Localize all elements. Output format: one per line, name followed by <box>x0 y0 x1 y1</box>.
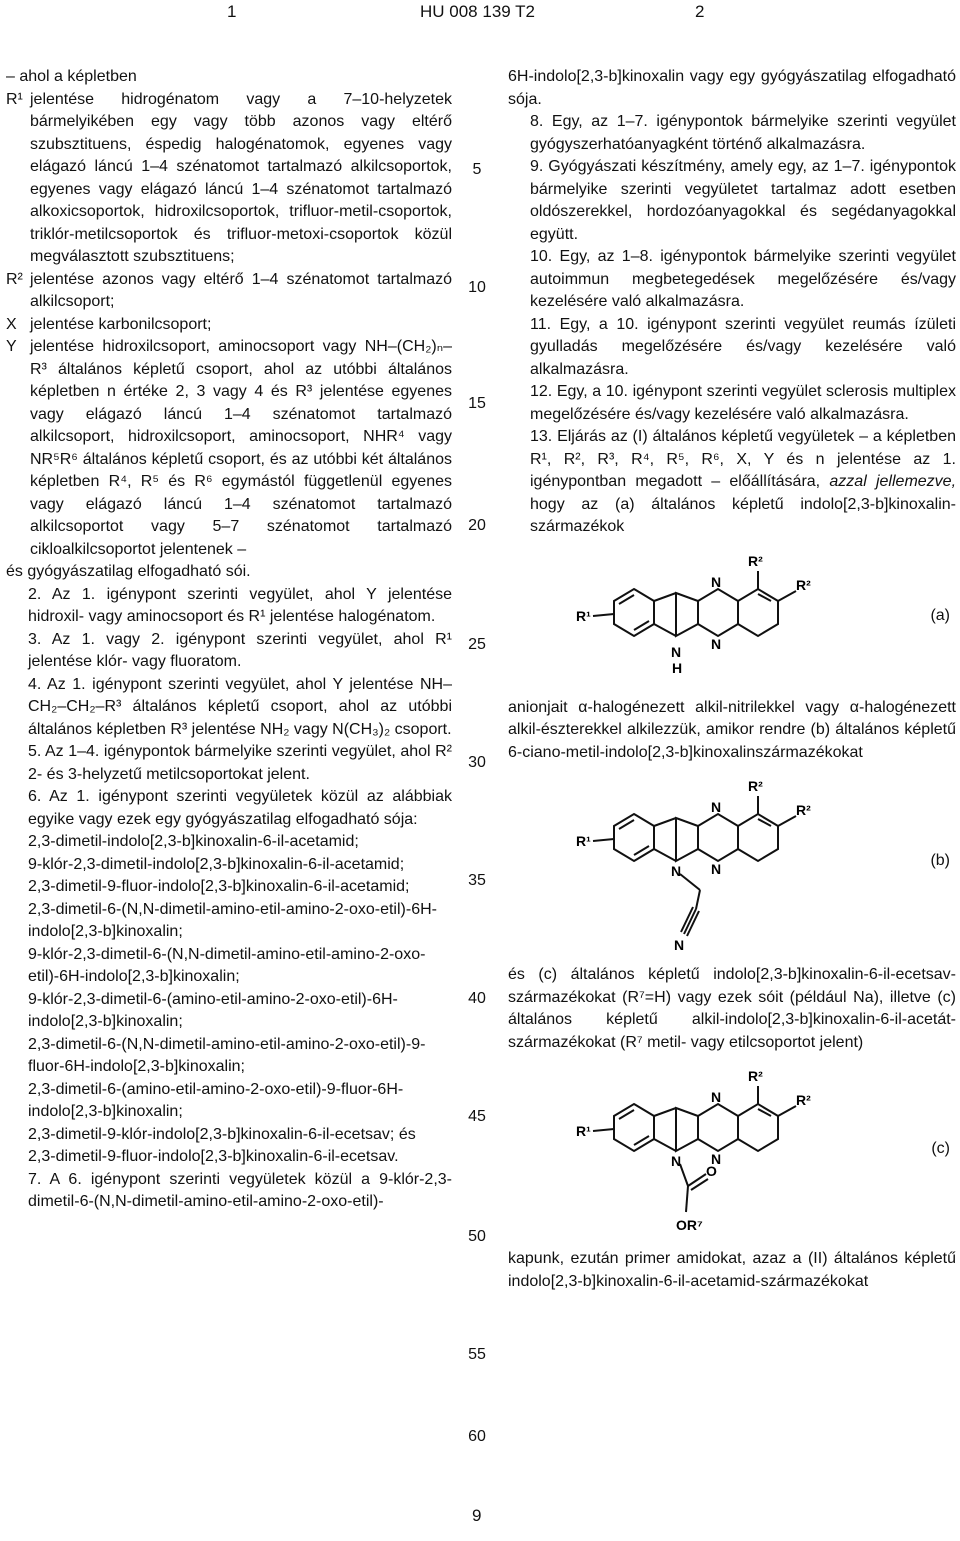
structure-b-label: (b) <box>930 852 950 869</box>
compound-item: 2,3-dimetil-indolo[2,3-b]kinoxalin-6-il-acetamid; <box>28 833 359 850</box>
definition-x <box>6 314 452 337</box>
compound-item: 2,3-dimetil-9-fluor-indolo[2,3-b]kinoxalin-6-il-acetamid; <box>28 878 410 895</box>
compound-item: 2,3-dimetil-6-(N,N-dimetil-amino-etil-amino-2-oxo-etil)-9-fluor-6H-indolo[2,3-b]kinoxalin; <box>28 1035 426 1075</box>
structure-c <box>508 1054 956 1248</box>
line-number: 20 <box>468 517 486 534</box>
substituent-r2: R² <box>796 576 811 593</box>
structure-c-label: (c) <box>931 1140 950 1157</box>
header-right-page-number: 2 <box>695 2 705 21</box>
left-column <box>6 66 452 1214</box>
atom-h: H <box>672 659 683 676</box>
line-number: 55 <box>468 1346 486 1363</box>
term-text: jelentése hidrogénatom vagy a 7–10-helyzetek bármelyikében egy vagy több azonos vagy eltérő szubsztituens, éspedig halogénatomok, egyenes vagy elágazó láncú 1–4 szénatomot tartalmazó alkilcsoportok, egyenes vagy elágazó láncú 1–4 szénatomot tartalmazó alkoxicsoportok, hidroxilcsoportok, trifluor-metil-csoportok, triklór-metilcsoportok és trifluor-metoxi-csoportok közül megválasztott szubsztituens; <box>30 90 452 265</box>
atom-n: N <box>711 1089 722 1105</box>
claim-3: 3. Az 1. vagy 2. igénypont szerinti vegyület, ahol R¹ jelentése klór- vagy fluoratom. <box>28 630 452 670</box>
compound-item: 2,3-dimetil-6-(N,N-dimetil-amino-etil-amino-2-oxo-etil)-6H-indolo[2,3-b]kinoxalin; <box>28 900 437 940</box>
line-number: 25 <box>468 636 486 653</box>
atom-n: N <box>671 643 682 660</box>
atom-n: N <box>711 799 722 815</box>
claim-7: 7. A 6. igénypont szerinti vegyületek közül a 9-klór-2,3-dimetil-6-(N,N-dimetil-amino-etil-amino-2-oxo-etil)- <box>28 1170 452 1210</box>
compound-item: 9-klór-2,3-dimetil-indolo[2,3-b]kinoxalin-6-il-acetamid; <box>28 855 405 873</box>
substituent-r2: R² <box>748 778 763 794</box>
atom-n: N <box>674 937 685 953</box>
compound-item: 9-klór-2,3-dimetil-6-(amino-etil-amino-2-oxo-etil)-6H-indolo[2,3-b]kinoxalin; <box>28 990 398 1030</box>
header-title: HU 008 139 T2 <box>420 2 535 21</box>
substituent-r2: R² <box>748 552 763 569</box>
term-key: Y <box>6 338 17 355</box>
claim-13-lead: 13. Eljárás az (I) általános képletű vegyületek – a képletben R¹, R², R³, R⁴, R⁵, R⁶, X, Y és n jelentése az 1. igénypontban megadott – előállítására, <box>530 428 956 490</box>
claim-11: 11. Egy, a 10. igénypont szerinti vegyület reumás ízületi gyulladás megelőzésére és/vagy kezelésére való alkalmazásra. <box>530 315 956 378</box>
substituent-or7: OR⁷ <box>676 1217 703 1233</box>
substituent-r2: R² <box>748 1068 763 1084</box>
claim-6: 6. Az 1. igénypont szerinti vegyületek közül az alábbiak egyike vagy ezek egy gyógyászatilag elfogadható sója: <box>28 788 452 828</box>
claim-8: 8. Egy, az 1–7. igénypontok bármelyike szerinti vegyület gyógyszerhatóanyagként történő alkalmazásra. <box>530 113 956 153</box>
salts-line: és gyógyászatilag elfogadható sói. <box>6 563 251 580</box>
line-number: 30 <box>468 754 486 771</box>
atom-n: N <box>711 573 722 590</box>
claim-13-emphasis: azzal jellemezve, <box>829 473 957 490</box>
line-number: 50 <box>468 1228 486 1245</box>
term-key: X <box>6 315 17 333</box>
header-left-page-number: 1 <box>227 2 237 21</box>
claim-5: 5. Az 1–4. igénypontok bármelyike szerinti vegyület, ahol R² 2- és 3-helyzetű metilcsoportokat jelent. <box>28 743 452 783</box>
term-text: jelentése azonos vagy eltérő 1–4 szénatomot tartalmazó alkilcsoport; <box>30 270 452 310</box>
atom-o: O <box>706 1163 717 1179</box>
claim-7-continuation: 6H-indolo[2,3-b]kinoxalin vagy egy gyógyászatilag elfogadható sója. <box>508 68 956 108</box>
substituent-r1: R¹ <box>576 607 591 624</box>
paragraph-after-b: és (c) általános képletű indolo[2,3-b]kinoxalin-6-il-ecetsav-származékokat (R⁷=H) vagy ezek sóit (például Na), illetve (c) általános képletű alkil-indolo[2,3-b]kinoxalin-6-il-acetát-származékokat (R⁷ metil- vagy etilcsoportot jelent) <box>508 966 956 1051</box>
compound-item: 2,3-dimetil-6-(amino-etil-amino-2-oxo-etil)-9-fluor-6H-indolo[2,3-b]kinoxalin; <box>28 1080 404 1120</box>
line-number: 15 <box>468 395 486 412</box>
claim-13 <box>508 426 956 539</box>
compound-item: 2,3-dimetil-9-fluor-indolo[2,3-b]kinoxalin-6-il-ecetsav. <box>28 1148 399 1165</box>
substituent-r2: R² <box>796 1092 811 1108</box>
compound-item: 9-klór-2,3-dimetil-6-(N,N-dimetil-amino-etil-amino-2-oxo-etil)-6H-indolo[2,3-b]kinoxalin; <box>28 945 426 985</box>
claim-4: 4. Az 1. igénypont szerinti vegyület, ahol Y jelentése NH–CH₂–CH₂–R³ általános képletű csoport, ahol az utóbbi általános képletben R³ jelentése NH₂ vagy N(CH₃)₂ csoport. <box>28 675 452 738</box>
line-number: 10 <box>468 279 486 296</box>
atom-n: N <box>711 861 722 877</box>
line-number: 60 <box>468 1428 486 1445</box>
paragraph-after-a: anionjait α-halogénezett alkil-nitrilekkel vagy α-halogénezett alkil-észterekkel alkilezzük, amikor rendre (b) általános képletű 6-ciano-metil-indolo[2,3-b]kinoxalinszármazékokat <box>508 698 956 761</box>
claim-2: 2. Az 1. igénypont szerinti vegyület, ahol Y jelentése hidroxil- vagy aminocsoport és R¹ jelentése halogénatom. <box>28 585 452 625</box>
substituent-r1: R¹ <box>576 833 591 849</box>
claim-10: 10. Egy, az 1–8. igénypontok bármelyike szerinti vegyület autoimmun megbetegedések megelőzésére és/vagy kezelésére való alkalmazásra. <box>530 248 956 310</box>
term-text: jelentése karbonilcsoport; <box>30 315 212 333</box>
claim-12: 12. Egy, a 10. igénypont szerinti vegyület sclerosis multiplex megelőzésére és/vagy kezelésére való alkalmazásra. <box>530 383 956 423</box>
term-text: jelentése hidroxilcsoport, aminocsoport vagy NH–(CH₂)ₙ–R³ általános képletű csoport, ahol az utóbbi általános képletben n értéke 2, 3 vagy 4 és R³ jelentése egyenes vagy elágazó láncú 1–4 szénatomot tartalmazó alkilcsoport, hidroxilcsoport, aminocsoport, NHR⁴ vagy NR⁵R⁶ általános képletű csoport, és az utóbbi két általános képletben R⁴, R⁵ és R⁶ egymástól függetlenül egyenes vagy elágazó láncú 1–4 szénatomot tartalmazó alkilcsoportot vagy 5–7 szénatomot tartalmazó cikloalkilcsoportot jelentenek – <box>30 338 452 558</box>
definition-r2 <box>6 269 452 314</box>
substituent-r2: R² <box>796 802 811 818</box>
atom-n: N <box>671 1153 682 1169</box>
right-column <box>508 66 956 1293</box>
line-number: 35 <box>468 872 486 889</box>
atom-n: N <box>711 1151 722 1167</box>
claim-13-tail: hogy az (a) általános képletű indolo[2,3-b]kinoxalin-származékok <box>530 495 956 535</box>
substituent-r1: R¹ <box>576 1123 591 1139</box>
definition-y <box>6 336 452 561</box>
compound-item: 2,3-dimetil-9-klór-indolo[2,3-b]kinoxalin-6-il-ecetsav; és <box>28 1125 416 1143</box>
structure-a <box>508 539 956 697</box>
definition-r1 <box>6 89 452 269</box>
term-key: R² <box>6 270 23 288</box>
line-number: 45 <box>468 1108 486 1125</box>
line-number: 5 <box>472 161 482 178</box>
structure-b-drawing <box>576 764 888 964</box>
structure-a-label: (a) <box>930 606 950 624</box>
structure-a-drawing <box>576 539 888 697</box>
atom-n: N <box>671 863 682 879</box>
line-number: 40 <box>468 990 486 1007</box>
definitions-intro: – ahol a képletben <box>6 68 137 85</box>
atom-n: N <box>711 635 722 652</box>
page-number: 9 <box>472 1506 482 1525</box>
claim-9: 9. Gyógyászati készítmény, amely egy, az 1–7. igénypontok bármelyike szerinti vegyületet tartalmaz adott esetben oldószerekkel, hordozóanyagokkal és segédanyagokkal együtt. <box>530 158 956 243</box>
paragraph-after-c: kapunk, ezután primer amidokat, azaz a (II) általános képletű indolo[2,3-b]kinoxalin-6-il-acetamid-származékokat <box>508 1250 956 1290</box>
term-key: R¹ <box>6 90 23 108</box>
structure-b <box>508 764 956 964</box>
structure-c-drawing <box>576 1054 888 1248</box>
